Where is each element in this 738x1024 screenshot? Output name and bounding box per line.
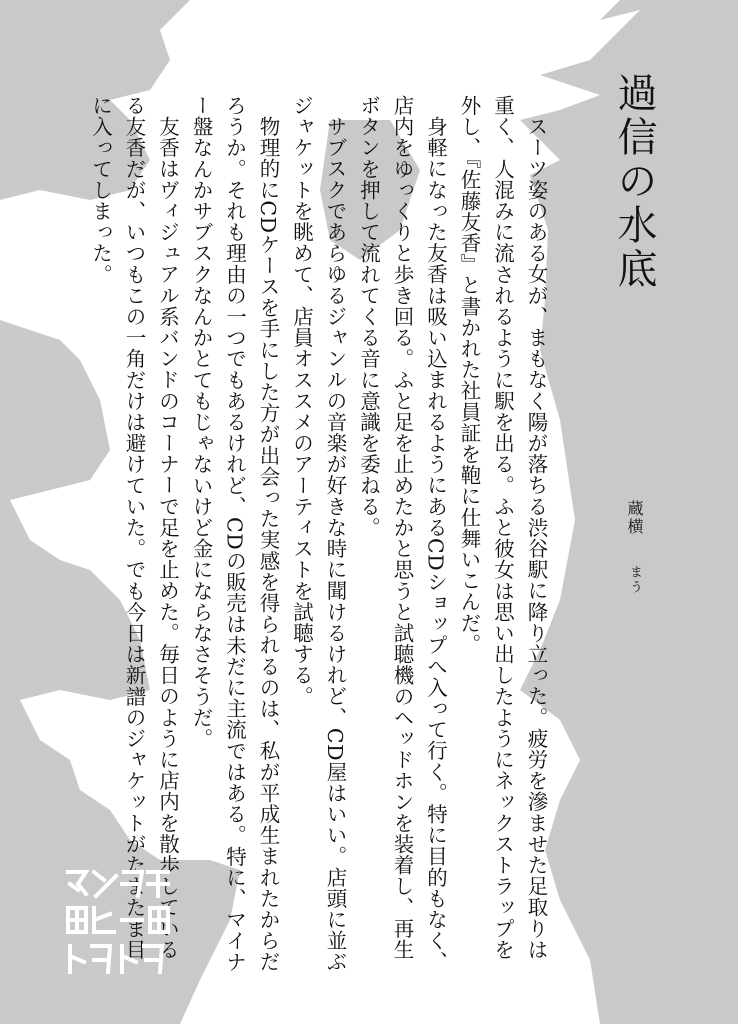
paragraph-2: 身軽になった友香は吸い込まれるようにあるCDショップへ入って行く。特に目的もなく、店内をゆっくりと歩き回る。ふと足を止めたかと思うと試聴機のヘッドホンを装着し、再生ボタンを押して流れてくる音に意識を委ねる。 [356, 95, 448, 972]
story-body [83, 95, 552, 975]
circle-logo-watermark [64, 866, 174, 978]
author-surname: 蔵横 [625, 500, 644, 536]
author-given-name: まう [627, 565, 642, 596]
story-title: 過信の水底 [611, 72, 657, 292]
paragraph-4: 物理的にCDケースを手にした方が出会った実感を得られるのは、私が平成生まれたからだろうか。それも理由の一つでもあるけれど、CDの販売は未だに主流ではある。特に、マイナー盤なんかサブスクなんかとてもじゃないけど金にならなさそうだ。 [189, 95, 280, 973]
author-name [624, 500, 644, 595]
paragraph-1: スーツ姿のある女が、まもなく陽が落ちる渋谷駅に降り立った。疲労を滲ませた足取りは重く、人混みに流されるように駅を出る。ふと彼女は思い出したようにネックストラップを外し、『佐藤友香』と書かれた社員証を鞄に仕舞いこんだ。 [457, 95, 548, 961]
paragraph-5: 友香はヴィジュアル系バンドのコーナーで足を止めた。毎日のように店内を散歩しているる友香だが、いつもこの一角だけは避けていた。でも今日は新譜のジャケットがたまたま目に入ってしまった。 [88, 95, 180, 961]
paragraph-3: サブスクであらゆるジャンルの音楽が好きな時に聞けるけれど、CD屋はいい。店頭に並ぶジャケットを眺めて、店員オススメのアーティストを試聴する。 [289, 95, 347, 972]
